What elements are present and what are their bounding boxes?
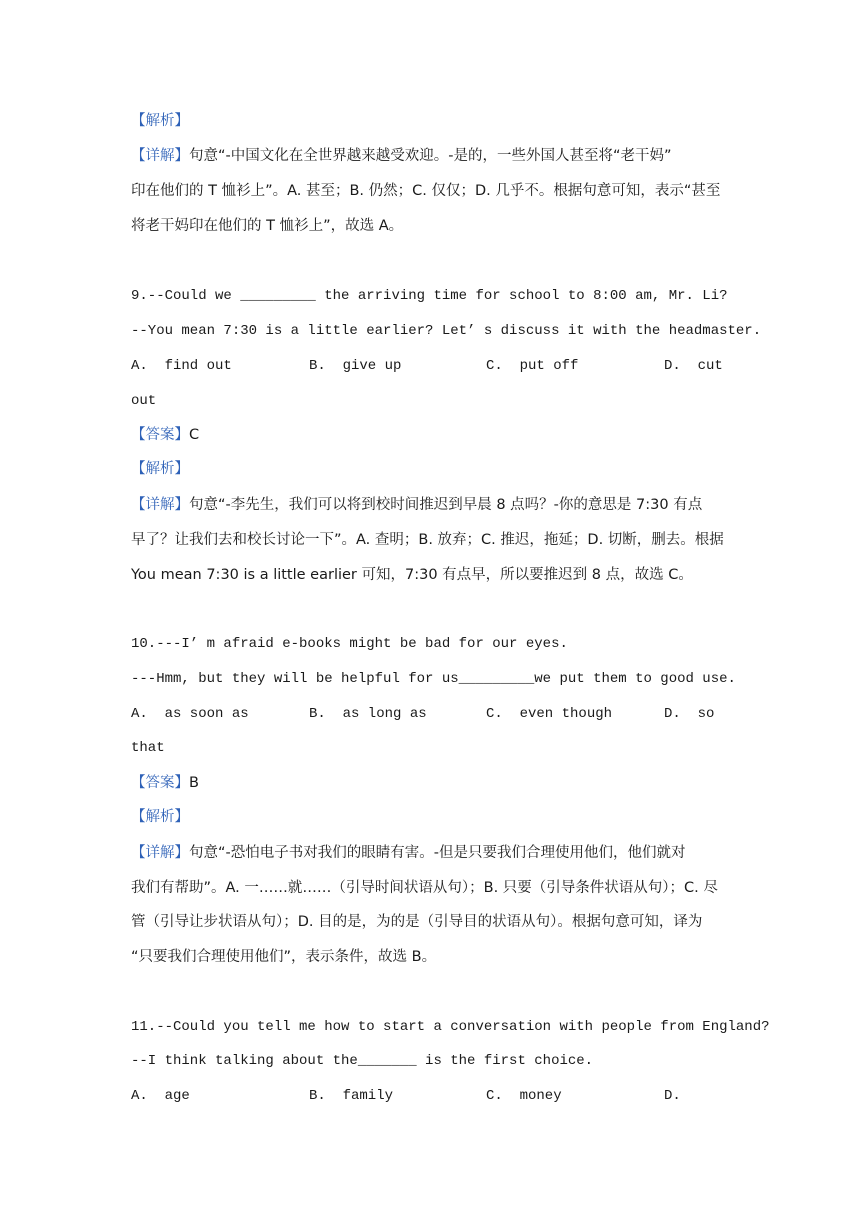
analysis-tag: 【解析】 — [131, 809, 189, 825]
question-9-option-c: C. put off — [486, 358, 579, 374]
detail-paragraph-line: 【详解】句意“-中国文化在全世界越来越受欢迎。-是的，一些外国人甚至将“老干妈” — [131, 148, 672, 164]
question-9-reply: --You mean 7:30 is a little earlier? Let’ s discuss it with the headmaster. — [131, 323, 762, 339]
detail-paragraph-line: 【详解】句意“-恐怕电子书对我们的眼睛有害。-但是只要我们合理使用他们，他们就对 — [131, 845, 686, 861]
detail-tag: 【详解】 — [131, 148, 189, 164]
question-9-stem: 9.--Could we _________ the arriving time for school to 8:00 am, Mr. Li? — [131, 288, 728, 304]
question-9-option-d: D. cut — [664, 358, 723, 374]
question-10-answer — [131, 773, 199, 793]
detail-tag: 【详解】 — [131, 845, 189, 861]
analysis-tag: 【解析】 — [131, 461, 189, 477]
detail-paragraph-line: 印在他们的 T 恤衫上”。A. 甚至；B. 仍然；C. 仅仅；D. 几乎不。根据句意可知，表示“甚至 — [131, 183, 721, 199]
question-11-stem: 11.--Could you tell me how to start a conversation with people from England? — [131, 1019, 770, 1035]
question-10-option-wrap: that — [131, 740, 165, 756]
question-11-option-c: C. money — [486, 1088, 562, 1104]
detail-paragraph-line: “只要我们合理使用他们”，表示条件，故选 B。 — [131, 949, 437, 965]
question-11-reply: --I think talking about the_______ is the first choice. — [131, 1053, 594, 1069]
question-9-option-b: B. give up — [309, 358, 402, 374]
detail-tag: 【详解】 — [131, 497, 189, 513]
question-10-option-a: A. as soon as — [131, 706, 249, 722]
question-11-option-b: B. family — [309, 1088, 394, 1104]
question-10-stem: 10.---I’ m afraid e-books might be bad for our eyes. — [131, 636, 568, 652]
detail-paragraph-line: 早了？让我们去和校长讨论一下”。A. 查明；B. 放弃；C. 推迟，拖延；D. 切断，删去。根据 — [131, 532, 724, 548]
question-10-option-d: D. so — [664, 706, 715, 722]
question-10-reply: ---Hmm, but they will be helpful for us_________we put them to good use. — [131, 671, 736, 687]
question-10-option-b: B. as long as — [309, 706, 427, 722]
question-9-option-a: A. find out — [131, 358, 232, 374]
question-10-option-c: C. even though — [486, 706, 613, 722]
answer-value: C — [189, 427, 200, 443]
detail-paragraph-line: 【详解】句意“-李先生，我们可以将到校时间推迟到早晨 8 点吗？-你的意思是 7:30 有点 — [131, 497, 703, 513]
analysis-tag: 【解析】 — [131, 113, 189, 129]
answer-value: B — [189, 775, 199, 791]
detail-paragraph-line: 管（引导让步状语从句）；D. 目的是，为的是（引导目的状语从句）。根据句意可知，译为 — [131, 914, 703, 930]
answer-tag: 【答案】 — [131, 427, 189, 443]
detail-paragraph-line: 我们有帮助”。A. 一……就……（引导时间状语从句）；B. 只要（引导条件状语从句）；C. 尽 — [131, 880, 718, 896]
question-11-option-a: A. age — [131, 1088, 190, 1104]
detail-paragraph-line: 将老干妈印在他们的 T 恤衫上”，故选 A。 — [131, 218, 404, 234]
answer-tag: 【答案】 — [131, 775, 189, 791]
question-9-answer — [131, 425, 199, 445]
question-11-option-d: D. — [664, 1088, 681, 1104]
detail-paragraph-line: You mean 7:30 is a little earlier 可知，7:30 有点早，所以要推迟到 8 点，故选 C。 — [131, 567, 693, 583]
question-9-option-wrap: out — [131, 393, 157, 409]
